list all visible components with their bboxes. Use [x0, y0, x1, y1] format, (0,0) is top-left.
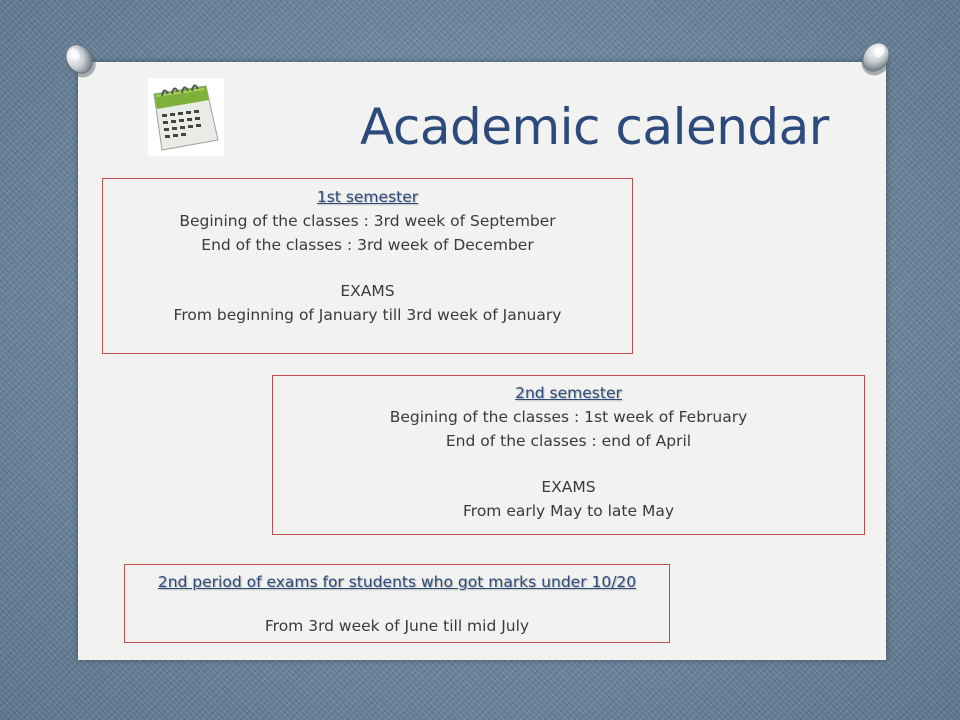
semester-1-box: [102, 178, 633, 354]
semester-2-exams-label: EXAMS: [541, 478, 596, 496]
semester-1-exams: From beginning of January till 3rd week of January: [173, 306, 562, 324]
pin-icon: [852, 36, 898, 82]
semester-2-end: End of the classes : end of April: [445, 432, 692, 450]
semester-2-exams: From early May to late May: [463, 502, 674, 520]
calendar-icon: [148, 78, 224, 156]
semester-2-heading: 2nd semester: [515, 384, 622, 402]
semester-1-heading: 1st semester: [316, 188, 419, 206]
pin-icon: [58, 38, 104, 84]
page-title: Academic calendar: [360, 98, 829, 156]
semester-1-start: Begining of the classes : 3rd week of September: [179, 212, 556, 230]
resit-period: From 3rd week of June till mid July: [264, 617, 530, 635]
resit-box: [124, 564, 670, 643]
resit-heading: 2nd period of exams for students who got marks under 10/20: [157, 573, 637, 591]
semester-2-box: [272, 375, 865, 535]
semester-1-end: End of the classes : 3rd week of December: [201, 236, 534, 254]
semester-2-start: Begining of the classes : 1st week of February: [389, 408, 748, 426]
semester-1-exams-label: EXAMS: [340, 282, 395, 300]
